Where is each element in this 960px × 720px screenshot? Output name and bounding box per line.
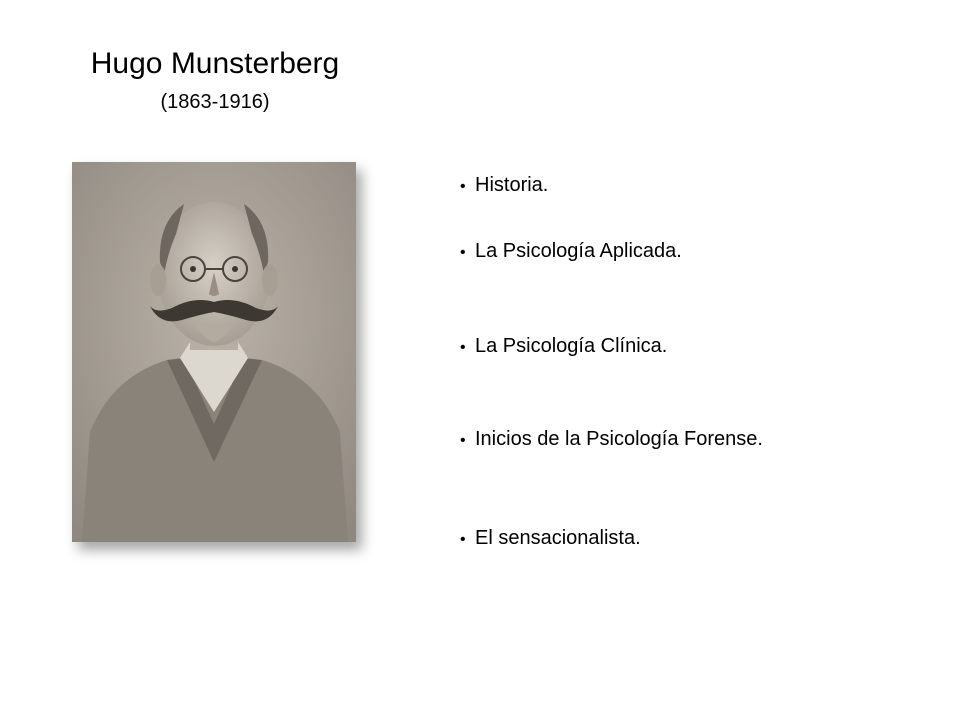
bullet-dot: •	[460, 178, 466, 195]
bullet-text: Historia.	[475, 174, 549, 196]
portrait-photo	[72, 162, 356, 542]
bullet-dot: •	[460, 339, 466, 356]
slide-title: Hugo Munsterberg	[90, 47, 340, 80]
bullet-dot: •	[460, 244, 466, 261]
list-item	[460, 170, 920, 202]
bullet-text: El sensacionalista.	[475, 527, 641, 549]
list-item	[460, 236, 920, 268]
list-item	[460, 331, 920, 363]
bullet-text: Inicios de la Psicología Forense.	[475, 428, 763, 450]
bullet-text: La Psicología Aplicada.	[475, 240, 682, 262]
bullet-dot: •	[460, 531, 466, 548]
list-item	[460, 523, 920, 555]
slide-subtitle: (1863-1916)	[160, 91, 270, 113]
list-item	[460, 424, 920, 456]
bullet-dot: •	[460, 432, 466, 449]
bullet-text: La Psicología Clínica.	[475, 335, 668, 357]
